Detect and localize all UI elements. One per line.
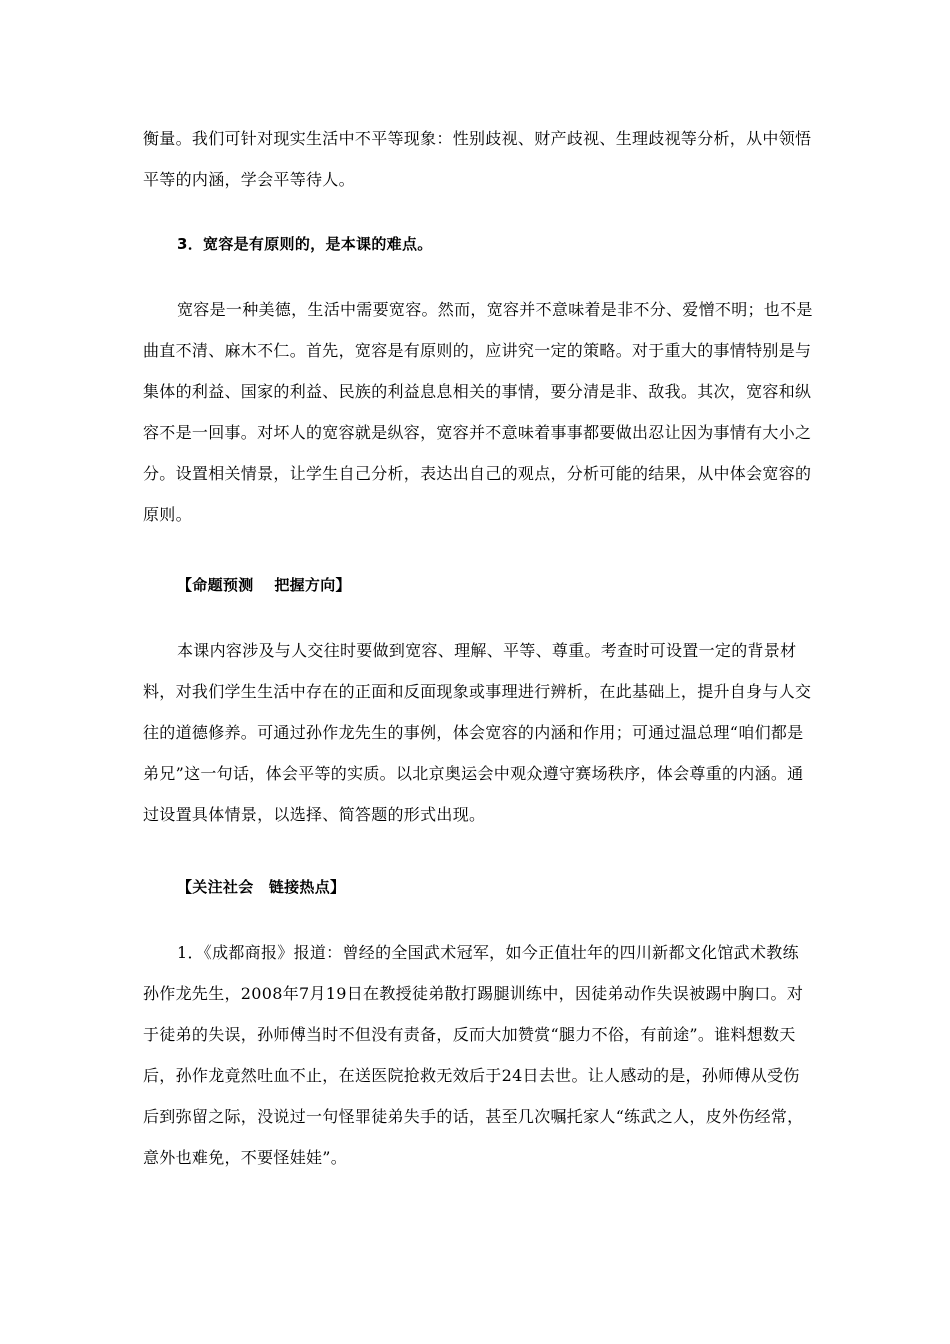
spacer: [143, 606, 813, 630]
document-page: [143, 118, 813, 1178]
paragraph-equality-continuation: 衡量。我们可针对现实生活中不平等现象：性别歧视、财产歧视、生理歧视等分析，从中领悟平等的内涵，学会平等待人。: [143, 129, 812, 189]
heading-exam-prediction: 【命题预测 把握方向】: [177, 576, 351, 594]
spacer: [143, 265, 813, 289]
spacer: [143, 908, 813, 932]
paragraph-news-report: 1．《成都商报》报道：曾经的全国武术冠军，如今正值壮年的四川新都文化馆武术教练孙作龙先生，2008年7月19日在教授徒弟散打踢腿训练中，因徒弟动作失误被踢中胸口。对于徒弟的失误，孙师傅当时不但没有责备，反而大加赞赏“腿力不俗，有前途”。谁料想数天后，孙作龙竟然吐血不止，在送医院抢救无效后于24日去世。让人感动的是，孙师傅从受伤后到弥留之际，没说过一句怪罪徒弟失手的话，甚至几次嘱托家人“练武之人，皮外伤经常，意外也难免，不要怪娃娃”。: [143, 943, 804, 1167]
spacer: [143, 835, 813, 867]
heading-social-focus: 【关注社会 链接热点】: [177, 878, 346, 896]
spacer: [143, 200, 813, 224]
paragraph-tolerance: 宽容是一种美德，生活中需要宽容。然而，宽容并不意味着是非不分、爱憎不明；也不是曲直不清、麻木不仁。首先，宽容是有原则的，应讲究一定的策略。对于重大的事情特别是与集体的利益、国家的利益、民族的利益息息相关的事情，要分清是非、敌我。其次，宽容和纵容不是一回事。对坏人的宽容就是纵容，宽容并不意味着事事都要做出忍让因为事情有大小之分。设置相关情景，让学生自己分析，表达出自己的观点，分析可能的结果，从中体会宽容的原则。: [143, 300, 813, 524]
heading-tolerance-principle: 3．宽容是有原则的，是本课的难点。: [177, 235, 433, 253]
paragraph-exam-prediction: 本课内容涉及与人交往时要做到宽容、理解、平等、尊重。考查时可设置一定的背景材料，对我们学生生活中存在的正面和反面现象或事理进行辨析，在此基础上，提升自身与人交往的道德修养。可通过孙作龙先生的事例，体会宽容的内涵和作用；可通过温总理“咱们都是弟兄”这一句话，体会平等的实质。以北京奥运会中观众遵守赛场秩序，体会尊重的内涵。通过设置具体情景，以选择、简答题的形式出现。: [143, 641, 812, 824]
spacer: [143, 535, 813, 565]
